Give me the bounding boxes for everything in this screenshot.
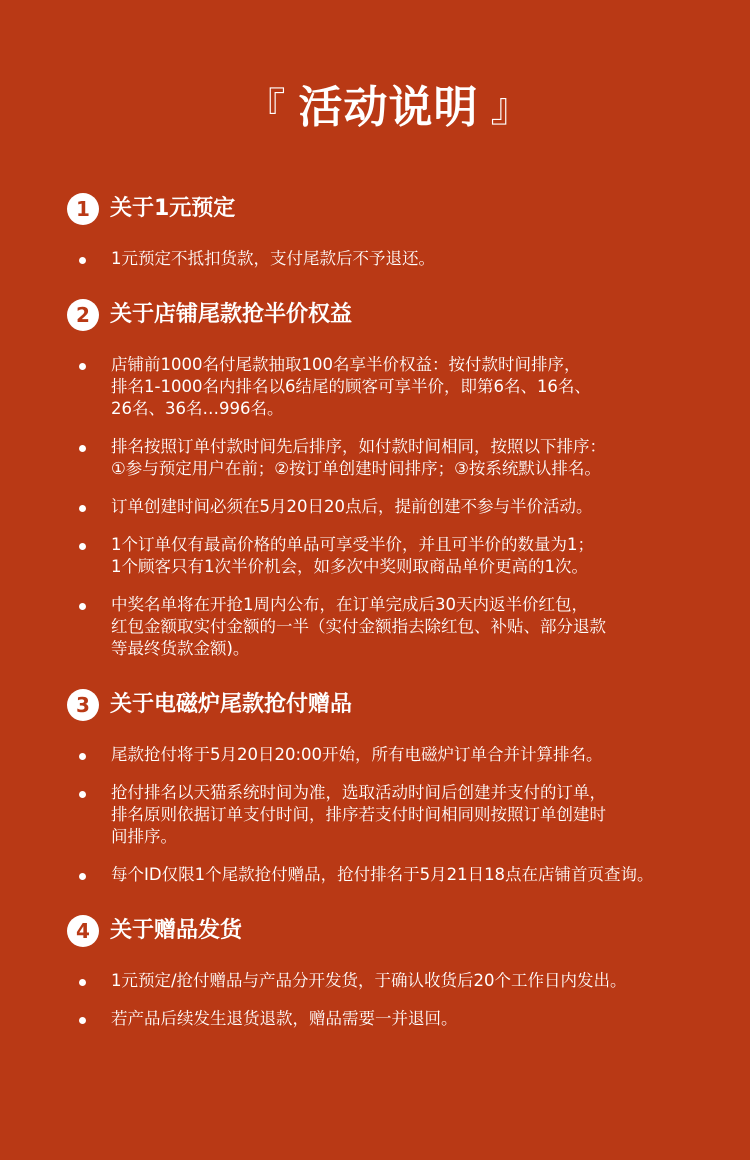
list-item-text [111, 354, 701, 420]
bullet-icon [79, 753, 86, 760]
list-item [67, 1008, 710, 1030]
text-line: 26名、36名…996名。 [111, 399, 284, 418]
bullet-icon [79, 603, 86, 610]
text-line: ①参与预定用户在前；②按订单创建时间排序；③按系统默认排名。 [111, 459, 601, 478]
title-left-bracket: 『 [245, 85, 287, 131]
section-prepayment [67, 192, 710, 270]
text-line: 排名1-1000名内排名以6结尾的顾客可享半价，即第6名、16名、 [111, 377, 591, 396]
text-line: 1个订单仅有最高价格的单品可享受半价，并且可半价的数量为1； [111, 535, 594, 554]
section-gift-shipping [67, 914, 710, 1030]
list-item-text [111, 782, 701, 848]
list-item-text [111, 1008, 701, 1030]
section-number-badge: 2 [67, 299, 99, 331]
text-line: 排名按照订单付款时间先后排序，如付款时间相同，按照以下排序： [111, 437, 606, 456]
section-header [67, 192, 710, 226]
section-header [67, 688, 710, 722]
page-title [67, 84, 710, 132]
list-item [67, 594, 710, 660]
bullet-icon [79, 979, 86, 986]
text-line: 1个顾客只有1次半价机会，如多次中奖则取商品单价更高的1次。 [111, 557, 588, 576]
list-item [67, 248, 710, 270]
section-number-badge: 4 [67, 915, 99, 947]
bullet-icon [79, 257, 86, 264]
bullet-icon [79, 1017, 86, 1024]
list-item-text [111, 594, 701, 660]
list-item [67, 864, 710, 886]
list-item [67, 534, 710, 578]
list-item-text [111, 970, 701, 992]
text-line: 红包金额取实付金额的一半（实付金额指去除红包、补贴、部分退款 [111, 617, 606, 636]
section-number-badge: 3 [67, 689, 99, 721]
list-item [67, 436, 710, 480]
section-number-badge: 1 [67, 193, 99, 225]
list-item [67, 782, 710, 848]
title-text: 活动说明 [298, 82, 479, 133]
list-item-text [111, 496, 701, 518]
text-line: 1元预定/抢付赠品与产品分开发货，于确认收货后20个工作日内发出。 [111, 971, 627, 990]
list-item-text [111, 744, 701, 766]
list-item [67, 354, 710, 420]
text-line: 等最终货款金额)。 [111, 639, 250, 658]
section-heading: 关于赠品发货 [110, 918, 243, 943]
list-item-text [111, 534, 701, 578]
text-line: 抢付排名以天猫系统时间为准，选取活动时间后创建并支付的订单， [111, 783, 606, 802]
section-heading: 关于电磁炉尾款抢付赠品 [110, 692, 353, 717]
text-line: 店铺前1000名付尾款抽取100名享半价权益：按付款时间排序， [111, 355, 581, 374]
section-heading: 关于店铺尾款抢半价权益 [110, 302, 353, 327]
section-heading: 关于1元预定 [110, 196, 236, 221]
text-line: 每个ID仅限1个尾款抢付赠品，抢付排名于5月21日18点在店铺首页查询。 [111, 865, 654, 884]
bullet-icon [79, 445, 86, 452]
list-item [67, 496, 710, 518]
list-item [67, 744, 710, 766]
list-item [67, 970, 710, 992]
bullet-icon [79, 791, 86, 798]
bullet-icon [79, 543, 86, 550]
list-item-text [111, 864, 701, 886]
text-line: 1元预定不抵扣货款，支付尾款后不予退还。 [111, 249, 435, 268]
text-line: 订单创建时间必须在5月20日20点后，提前创建不参与半价活动。 [111, 497, 593, 516]
bullet-icon [79, 505, 86, 512]
bullet-icon [79, 873, 86, 880]
section-header [67, 298, 710, 332]
section-induction-cooker-gift [67, 688, 710, 886]
title-right-bracket: 』 [490, 85, 532, 131]
text-line: 中奖名单将在开抢1周内公布，在订单完成后30天内返半价红包， [111, 595, 588, 614]
section-header [67, 914, 710, 948]
text-line: 排名原则依据订单支付时间，排序若支付时间相同则按照订单创建时 [111, 805, 606, 824]
bullet-icon [79, 363, 86, 370]
text-line: 尾款抢付将于5月20日20:00开始，所有电磁炉订单合并计算排名。 [111, 745, 603, 764]
text-line: 间排序。 [111, 827, 177, 846]
list-item-text [111, 436, 701, 480]
text-line: 若产品后续发生退货退款，赠品需要一并退回。 [111, 1009, 458, 1028]
list-item-text [111, 248, 701, 270]
section-half-price [67, 298, 710, 660]
